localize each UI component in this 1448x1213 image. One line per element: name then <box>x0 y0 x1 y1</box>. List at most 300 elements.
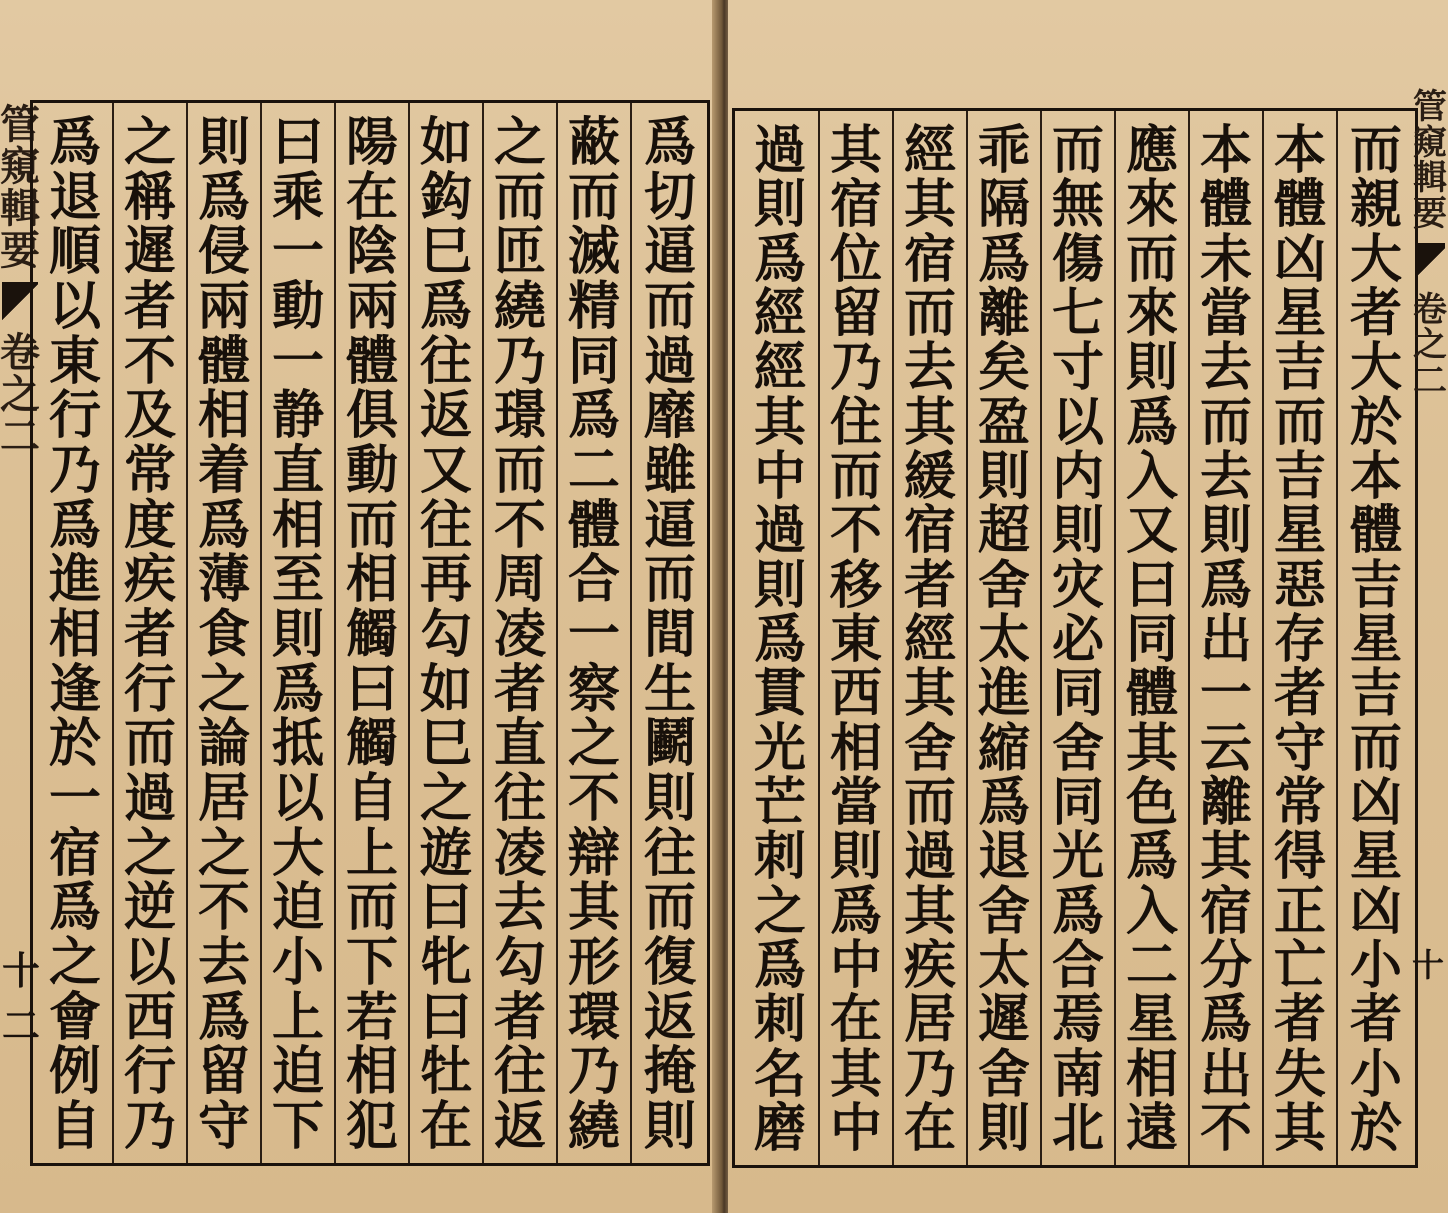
text-character: 動 <box>271 276 324 337</box>
text-character: 而 <box>1349 121 1402 181</box>
right-column-3 <box>1191 111 1261 1165</box>
text-character: 相 <box>345 1042 398 1103</box>
text-character: 當 <box>1199 283 1252 344</box>
text-character: 精 <box>567 276 620 337</box>
text-character: 七 <box>1051 283 1104 344</box>
text-character: 不 <box>493 495 546 556</box>
text-character: 磨 <box>753 1098 806 1159</box>
text-character: 凶 <box>1349 772 1402 833</box>
text-character: 俱 <box>345 386 398 447</box>
text-character: 常 <box>123 440 176 501</box>
text-character: 爲 <box>977 772 1030 833</box>
text-character: 自 <box>345 768 398 829</box>
text-character: 出 <box>1199 609 1252 670</box>
right-column-8 <box>821 111 891 1165</box>
text-character: 經 <box>753 338 806 399</box>
text-character: 宿 <box>903 501 956 562</box>
text-character: 爲 <box>1125 827 1178 888</box>
left-column-1 <box>633 103 707 1163</box>
left-column-3 <box>485 103 555 1163</box>
text-character: 者 <box>1273 990 1326 1051</box>
text-character: 璟 <box>493 386 546 447</box>
text-character: 守 <box>197 1096 250 1157</box>
left-column-7 <box>189 103 259 1163</box>
text-character: 牝 <box>419 932 472 993</box>
text-character: 光 <box>1051 827 1104 888</box>
text-character: 其 <box>903 392 956 453</box>
text-character: 矣 <box>977 338 1030 399</box>
text-character: 其 <box>829 1044 882 1105</box>
text-character: 縮 <box>977 718 1030 779</box>
text-character: 一 <box>271 331 324 392</box>
text-character: 返 <box>419 386 472 447</box>
margin-juan-label: 卷 之 二 <box>1413 289 1447 402</box>
text-character: 舍 <box>903 718 956 779</box>
text-character: 周 <box>493 550 546 611</box>
text-character: 爲 <box>829 881 882 942</box>
left-text-frame <box>30 100 710 1166</box>
text-character: 退 <box>48 167 101 228</box>
text-character: 當 <box>829 772 882 833</box>
text-character: 不 <box>197 878 250 939</box>
text-character: 稱 <box>123 167 176 228</box>
text-character: 合 <box>1051 935 1104 996</box>
text-character: 至 <box>271 550 324 611</box>
text-character: 失 <box>1273 1044 1326 1105</box>
text-character: 小 <box>1349 935 1402 996</box>
text-character: 太 <box>977 935 1030 996</box>
column-rule <box>966 111 968 1165</box>
text-character: 繞 <box>493 276 546 337</box>
text-character: 勾 <box>419 604 472 665</box>
text-character: 則 <box>1199 501 1252 562</box>
text-character: 則 <box>197 113 250 173</box>
text-character: 兩 <box>197 276 250 337</box>
text-character: 宿 <box>829 175 882 236</box>
text-character: 西 <box>829 664 882 725</box>
text-character: 體 <box>197 331 250 392</box>
left-column-6 <box>263 103 333 1163</box>
text-character: 相 <box>1125 1044 1178 1105</box>
text-character: 内 <box>1051 446 1104 507</box>
column-rule <box>1114 111 1116 1165</box>
text-character: 二 <box>567 440 620 501</box>
text-character: 之 <box>48 932 101 993</box>
text-character: 繞 <box>567 1096 620 1157</box>
text-character: 而 <box>903 283 956 344</box>
text-character: 以 <box>123 932 176 993</box>
text-character: 離 <box>1199 772 1252 833</box>
text-character: 北 <box>1051 1098 1104 1159</box>
text-character: 往 <box>419 331 472 392</box>
text-character: 返 <box>493 1096 546 1157</box>
left-column-4 <box>411 103 481 1163</box>
text-character: 者 <box>1349 283 1402 344</box>
text-character: 星 <box>1349 609 1402 670</box>
left-column-9 <box>39 103 111 1163</box>
text-character: 之 <box>753 881 806 942</box>
text-character: 以 <box>48 276 101 337</box>
text-character: 則 <box>977 1098 1030 1159</box>
text-character: 舍 <box>1051 718 1104 779</box>
text-character: 爲 <box>48 878 101 939</box>
text-character: 則 <box>1051 501 1104 562</box>
text-character: 乃 <box>903 1044 956 1105</box>
text-character: 而 <box>643 276 696 337</box>
text-character: 去 <box>1199 338 1252 399</box>
text-character: 曰 <box>271 113 324 173</box>
text-character: 而 <box>345 495 398 556</box>
text-character: 一 <box>1199 664 1252 725</box>
text-character: 東 <box>829 609 882 670</box>
text-character: 之 <box>123 113 176 173</box>
text-character: 返 <box>643 987 696 1048</box>
text-character: 太 <box>977 609 1030 670</box>
text-character: 迫 <box>271 878 324 939</box>
text-character: 經 <box>753 283 806 344</box>
text-character: 經 <box>903 609 956 670</box>
text-character: 同 <box>1051 664 1104 725</box>
text-character: 體 <box>1125 664 1178 725</box>
text-character: 在 <box>903 1098 956 1159</box>
text-character: 鈎 <box>419 167 472 228</box>
text-character: 乃 <box>829 338 882 399</box>
text-character: 乃 <box>48 440 101 501</box>
text-character: 小 <box>271 932 324 993</box>
text-character: 者 <box>1273 664 1326 725</box>
text-character: 薄 <box>197 550 250 611</box>
text-character: 不 <box>1199 1098 1252 1159</box>
text-character: 爲 <box>753 229 806 290</box>
text-character: 乘 <box>271 167 324 228</box>
text-character: 爲 <box>1199 990 1252 1051</box>
text-character: 其 <box>829 121 882 181</box>
text-character: 經 <box>903 121 956 181</box>
text-character: 曰 <box>419 878 472 939</box>
text-character: 論 <box>197 714 250 775</box>
text-character: 爲 <box>419 276 472 337</box>
right-column-6 <box>969 111 1039 1165</box>
text-character: 再 <box>419 550 472 611</box>
text-character: 往 <box>493 768 546 829</box>
text-character: 不 <box>829 501 882 562</box>
margin-juan-label: 卷 之 二 <box>0 330 40 460</box>
text-character: 吉 <box>1349 664 1402 725</box>
text-character: 爲 <box>48 495 101 556</box>
text-character: 星 <box>1273 283 1326 344</box>
right-column-1 <box>1339 111 1413 1165</box>
text-character: 往 <box>643 823 696 884</box>
text-character: 合 <box>567 550 620 611</box>
text-character: 凌 <box>493 604 546 665</box>
text-character: 觸 <box>345 604 398 665</box>
left-column-5 <box>337 103 407 1163</box>
text-character: 而 <box>643 878 696 939</box>
right-column-5 <box>1043 111 1113 1165</box>
text-character: 刺 <box>753 827 806 888</box>
text-character: 而 <box>345 878 398 939</box>
text-character: 相 <box>48 604 101 665</box>
text-character: 而 <box>123 714 176 775</box>
text-character: 留 <box>197 1042 250 1103</box>
text-character: 者 <box>123 604 176 665</box>
text-character: 而 <box>1125 229 1178 290</box>
text-character: 切 <box>643 167 696 228</box>
text-character: 其 <box>567 878 620 939</box>
text-character: 如 <box>419 113 472 173</box>
text-character: 西 <box>123 987 176 1048</box>
text-character: 其 <box>1125 718 1178 779</box>
text-character: 守 <box>1273 718 1326 779</box>
text-character: 爲 <box>753 609 806 670</box>
text-character: 爲 <box>48 113 101 173</box>
text-character: 而 <box>1199 392 1252 453</box>
text-character: 不 <box>567 768 620 829</box>
text-character: 則 <box>643 768 696 829</box>
text-character: 過 <box>753 501 806 562</box>
text-character: 侵 <box>197 222 250 283</box>
text-character: 於 <box>1349 1098 1402 1159</box>
text-character: 以 <box>1051 392 1104 453</box>
text-character: 其 <box>903 175 956 236</box>
right-column-9 <box>743 111 817 1165</box>
text-character: 存 <box>1273 609 1326 670</box>
text-character: 爲 <box>1125 392 1178 453</box>
text-character: 本 <box>1273 121 1326 181</box>
text-character: 疾 <box>903 935 956 996</box>
text-character: 無 <box>1051 175 1104 236</box>
text-character: 則 <box>829 827 882 888</box>
text-character: 吉 <box>1273 338 1326 399</box>
text-character: 爲 <box>197 987 250 1048</box>
right-text-frame <box>732 108 1418 1168</box>
text-character: 中 <box>753 446 806 507</box>
text-character: 體 <box>1273 175 1326 236</box>
text-character: 於 <box>1349 392 1402 453</box>
text-character: 居 <box>197 768 250 829</box>
text-character: 來 <box>1125 175 1178 236</box>
right-page <box>728 0 1448 1213</box>
text-character: 中 <box>829 1098 882 1159</box>
text-character: 疾 <box>123 550 176 611</box>
text-character: 相 <box>271 495 324 556</box>
text-character: 則 <box>753 555 806 616</box>
text-character: 凌 <box>493 823 546 884</box>
column-rule <box>112 103 114 1163</box>
text-character: 相 <box>197 386 250 447</box>
text-character: 爲 <box>567 386 620 447</box>
left-leaf-number: 十 二 <box>2 949 41 1048</box>
text-character: 曰 <box>345 659 398 720</box>
text-character: 而 <box>1051 121 1104 181</box>
text-character: 其 <box>1273 1098 1326 1159</box>
text-character: 星 <box>1273 501 1326 562</box>
text-character: 直 <box>493 714 546 775</box>
text-character: 滅 <box>567 222 620 283</box>
text-character: 在 <box>419 1096 472 1157</box>
text-character: 親 <box>1349 175 1402 236</box>
text-character: 而 <box>1349 718 1402 779</box>
text-character: 本 <box>1349 446 1402 507</box>
column-rule <box>408 103 410 1163</box>
text-character: 着 <box>197 440 250 501</box>
text-character: 寸 <box>1051 338 1104 399</box>
text-character: 則 <box>643 1096 696 1157</box>
column-rule <box>482 103 484 1163</box>
text-character: 凶 <box>1273 229 1326 290</box>
text-character: 一 <box>271 222 324 283</box>
text-character: 云 <box>1199 718 1252 779</box>
text-character: 宿 <box>48 823 101 884</box>
text-character: 刺 <box>753 990 806 1051</box>
text-character: 度 <box>123 495 176 556</box>
text-character: 爲 <box>197 167 250 228</box>
text-character: 南 <box>1051 1044 1104 1105</box>
text-character: 遲 <box>123 222 176 283</box>
text-character: 又 <box>1125 501 1178 562</box>
text-character: 逼 <box>643 222 696 283</box>
text-character: 星 <box>1349 827 1402 888</box>
margin-book-title: 管 窺 輯 要 <box>1413 87 1447 235</box>
text-character: 例 <box>48 1042 101 1103</box>
column-rule <box>186 103 188 1163</box>
text-character: 遲 <box>977 990 1030 1051</box>
text-character: 復 <box>643 932 696 993</box>
text-character: 亡 <box>1273 935 1326 996</box>
text-character: 過 <box>643 331 696 392</box>
left-column-2 <box>559 103 629 1163</box>
text-character: 位 <box>829 229 882 290</box>
text-character: 入 <box>1125 881 1178 942</box>
text-character: 芒 <box>753 772 806 833</box>
text-character: 常 <box>1273 772 1326 833</box>
text-character: 爲 <box>1199 555 1252 616</box>
text-character: 其 <box>1199 827 1252 888</box>
text-character: 名 <box>753 1044 806 1105</box>
text-character: 未 <box>1199 229 1252 290</box>
text-character: 則 <box>1125 338 1178 399</box>
text-character: 舍 <box>977 881 1030 942</box>
fish-tail-ornament-icon <box>1415 243 1445 283</box>
text-character: 體 <box>567 495 620 556</box>
right-column-4 <box>1117 111 1187 1165</box>
column-rule <box>1262 111 1264 1165</box>
text-character: 順 <box>48 222 101 283</box>
text-character: 兩 <box>345 276 398 337</box>
text-character: 同 <box>1051 772 1104 833</box>
text-character: 巳 <box>419 714 472 775</box>
text-character: 行 <box>123 659 176 720</box>
text-character: 之 <box>197 659 250 720</box>
text-character: 盈 <box>977 392 1030 453</box>
text-character: 得 <box>1273 827 1326 888</box>
text-character: 移 <box>829 555 882 616</box>
text-character: 灾 <box>1051 555 1104 616</box>
column-rule <box>1040 111 1042 1165</box>
text-character: 吉 <box>1273 446 1326 507</box>
column-rule <box>892 111 894 1165</box>
text-character: 如 <box>419 659 472 720</box>
text-character: 相 <box>345 550 398 611</box>
right-column-2 <box>1265 111 1335 1165</box>
text-character: 之 <box>567 714 620 775</box>
text-character: 之 <box>197 823 250 884</box>
text-character: 辯 <box>567 823 620 884</box>
text-character: 環 <box>567 987 620 1048</box>
text-character: 生 <box>643 659 696 720</box>
text-character: 迫 <box>271 1042 324 1103</box>
text-character: 者 <box>493 987 546 1048</box>
text-character: 則 <box>977 446 1030 507</box>
text-character: 不 <box>123 331 176 392</box>
text-character: 體 <box>1199 175 1252 236</box>
text-character: 同 <box>567 331 620 392</box>
text-character: 之 <box>123 823 176 884</box>
text-character: 正 <box>1273 881 1326 942</box>
text-character: 食 <box>197 604 250 665</box>
text-character: 本 <box>1199 121 1252 181</box>
text-character: 宿 <box>903 229 956 290</box>
text-character: 察 <box>567 659 620 720</box>
right-leaf-number: 十 <box>1412 946 1445 984</box>
text-character: 而 <box>1273 392 1326 453</box>
text-character: 超 <box>977 501 1030 562</box>
column-rule <box>260 103 262 1163</box>
text-character: 者 <box>903 555 956 616</box>
text-character: 去 <box>493 878 546 939</box>
text-character: 間 <box>643 604 696 665</box>
text-character: 光 <box>753 718 806 779</box>
text-character: 而 <box>567 167 620 228</box>
text-character: 抵 <box>271 714 324 775</box>
text-character: 在 <box>829 990 882 1051</box>
text-character: 於 <box>48 714 101 775</box>
text-character: 牡 <box>419 1042 472 1103</box>
text-character: 遊 <box>419 823 472 884</box>
text-character: 往 <box>419 495 472 556</box>
text-character: 過 <box>753 121 806 181</box>
text-character: 之 <box>419 768 472 829</box>
text-character: 舍 <box>977 1044 1030 1105</box>
text-character: 出 <box>1199 1044 1252 1105</box>
text-character: 一 <box>567 604 620 665</box>
text-character: 爲 <box>197 495 250 556</box>
text-character: 雖 <box>643 440 696 501</box>
text-character: 形 <box>567 932 620 993</box>
text-character: 住 <box>829 392 882 453</box>
text-character: 離 <box>977 283 1030 344</box>
text-character: 陽 <box>345 113 398 173</box>
column-rule <box>556 103 558 1163</box>
text-character: 自 <box>48 1096 101 1157</box>
text-character: 掩 <box>643 1042 696 1103</box>
margin-book-title: 管 窺 輯 要 <box>0 102 40 274</box>
text-character: 上 <box>271 987 324 1048</box>
text-character: 勾 <box>493 932 546 993</box>
text-character: 凶 <box>1349 881 1402 942</box>
text-character: 而 <box>493 440 546 501</box>
text-character: 其 <box>753 392 806 453</box>
text-character: 退 <box>977 827 1030 888</box>
text-character: 留 <box>829 283 882 344</box>
text-character: 色 <box>1125 772 1178 833</box>
text-character: 動 <box>345 440 398 501</box>
text-character: 大 <box>271 823 324 884</box>
text-character: 爲 <box>643 113 696 173</box>
text-character: 陰 <box>345 222 398 283</box>
text-character: 遠 <box>1125 1098 1178 1159</box>
text-character: 曰 <box>1125 555 1178 616</box>
